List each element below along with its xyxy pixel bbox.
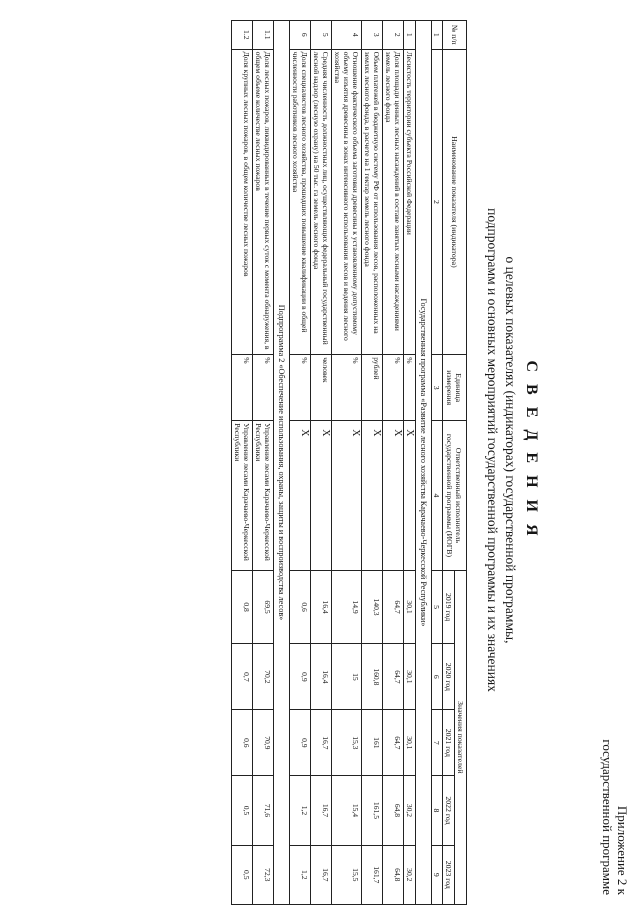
row-value: 70,9 [253,710,274,776]
row-num: 5 [311,21,332,50]
document-title: С В Е Д Е Н И Я [523,360,540,540]
row-value: 0,9 [290,710,311,776]
row-value: 160,8 [362,644,383,710]
row-name: Доля лесных пожаров, ликвидированных в течение первых суток с момента обнаружения, в общем объеме количестве лесных пожаров [253,49,274,355]
row-unit: % [232,355,253,421]
row-num: 6 [290,21,311,50]
row-name: Доля площади ценных лесных насаждений в составе занятых лесными насаждениями земель лесного фонда [383,49,404,355]
row-name: Лесистость территории субъекта Российской Федерации [404,49,416,355]
header-executor: Ответственный исполнитель государственной программы (ИОГВ) [443,421,467,571]
appendix-note [600,735,630,895]
column-number: 5 [432,570,443,644]
row-name: Средняя численность должностных лиц, осуществляющих федеральный государственный лесной надзор (лесную охрану) на 50 тыс. га земель лесного фонда [311,49,332,355]
row-value: 0,7 [232,644,253,710]
row-value: 30,1 [404,710,416,776]
row-value: 64,8 [383,845,404,904]
column-number: 2 [432,49,443,355]
row-value: 64,7 [383,644,404,710]
appendix-line-2: государственной программе [600,739,615,895]
row-unit: человек [311,355,332,421]
row-value: 30,1 [404,644,416,710]
row-unit: % [332,355,362,421]
row-unit: % [253,355,274,421]
table-row [232,21,253,905]
header-year: 2022 год [443,776,455,845]
column-number: 7 [432,710,443,776]
header-values: Значения показателей [455,570,467,904]
row-value: 72,3 [253,845,274,904]
column-number: 1 [432,21,443,50]
table-row [311,21,332,905]
row-executor: Х [383,421,404,571]
table-row [383,21,404,905]
program-title-row: Государственная программа «Развитие лесного хозяйства Карачаево-Черкесской Республики» [416,21,432,905]
column-number: 4 [432,421,443,571]
row-value: 71,6 [253,776,274,845]
row-executor: Х [362,421,383,571]
header-name: Наименование показателя (индикатора) [443,49,467,355]
row-num: 4 [332,21,362,50]
row-value: 0,5 [232,845,253,904]
row-num: 1.1 [253,21,274,50]
row-value: 0,8 [232,570,253,644]
row-value: 1,2 [290,776,311,845]
row-value: 0,6 [232,710,253,776]
row-value: 15,3 [332,710,362,776]
row-unit: % [383,355,404,421]
row-value: 69,5 [253,570,274,644]
subprogram-title-row: Подпрограмма 2 «Обеспечение использования, охраны, защиты и воспроизводства лесов» [274,21,290,905]
row-value: 140,3 [362,570,383,644]
row-value: 161,5 [362,776,383,845]
row-value: 16,7 [311,845,332,904]
row-executor: Управление лесами Карачаево-Черкесской Республики [253,421,274,571]
table-row [290,21,311,905]
row-unit: % [290,355,311,421]
row-value: 30,2 [404,776,416,845]
row-name: Отношение фактического объема заготовки древесины к установленному допустимому объему изъятия древесины в зонах интенсивного использования лесов и ведения лесного хозяйства [332,49,362,355]
header-year: 2023 год [443,845,455,904]
row-executor: Х [290,421,311,571]
row-value: 70,2 [253,644,274,710]
document-subtitle-line-2: подпрограмм и основных мероприятий государственной программы и их значениях [485,208,500,692]
row-value: 64,7 [383,570,404,644]
row-value: 15 [332,644,362,710]
row-executor: Х [404,421,416,571]
row-value: 16,4 [311,644,332,710]
row-value: 0,5 [232,776,253,845]
row-value: 16,4 [311,570,332,644]
column-number: 9 [432,845,443,904]
indicators-table [231,20,467,905]
row-name: Объем платежей в бюджетную систему РФ от использования лесов, расположенных на землях лесного фонда, в расчете на 1 гектар земель лесного фонда [362,49,383,355]
row-value: 64,7 [383,710,404,776]
header-num: № п/п [443,21,467,50]
row-value: 16,7 [311,776,332,845]
row-value: 30,2 [404,845,416,904]
appendix-line-1: Приложение 2 к [615,805,630,895]
row-value: 0,9 [290,644,311,710]
header-year: 2019 год [443,570,455,644]
header-year: 2021 год [443,710,455,776]
row-value: 0,6 [290,570,311,644]
row-value: 15,4 [332,776,362,845]
row-num: 2 [383,21,404,50]
row-value: 15,5 [332,845,362,904]
table-row [404,21,416,905]
column-number: 8 [432,776,443,845]
row-executor: Х [311,421,332,571]
row-value: 1,2 [290,845,311,904]
row-value: 16,7 [311,710,332,776]
row-value: 30,1 [404,570,416,644]
row-unit: рублей [362,355,383,421]
table-row [253,21,274,905]
row-unit: % [404,355,416,421]
row-num: 1.2 [232,21,253,50]
column-number: 3 [432,355,443,421]
header-year: 2020 год [443,644,455,710]
row-executor: Х [332,421,362,571]
row-num: 3 [362,21,383,50]
row-value: 64,8 [383,776,404,845]
row-value: 14,9 [332,570,362,644]
column-number: 6 [432,644,443,710]
row-name: Доля специалистов лесного хозяйства, прошедших повышение квалификации в общей численности работников лесного хозяйства [290,49,311,355]
row-name: Доля крупных лесных пожаров, в общем количестве лесных пожаров [232,49,253,355]
document-subtitle-line-1: о целевых показателях (индикаторах) государственной программы, [503,256,518,644]
table-row [332,21,362,905]
header-unit: Единица измерения [443,355,467,421]
row-num: 1 [404,21,416,50]
table-row [362,21,383,905]
row-value: 161,7 [362,845,383,904]
row-value: 161 [362,710,383,776]
row-executor: Управление лесами Карачаево-Черкесской Республики [232,421,253,571]
